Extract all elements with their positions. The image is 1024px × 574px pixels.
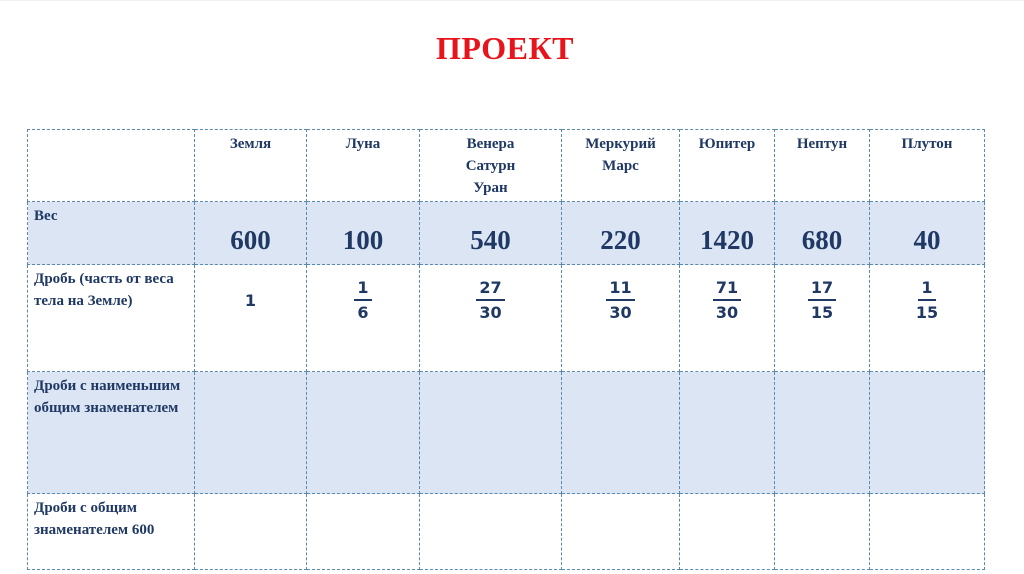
- fraction-denominator: 15: [810, 303, 834, 322]
- header-row: [28, 130, 985, 202]
- empty-cell: [775, 372, 870, 494]
- weight-cell: 100: [307, 202, 420, 265]
- fraction-cell: [870, 265, 985, 372]
- column-header-earth: Земля: [195, 130, 307, 202]
- empty-cell: [420, 372, 562, 494]
- weight-cell: 540: [420, 202, 562, 265]
- row-label-fraction: Дробь (часть от веса тела на Земле): [28, 265, 195, 372]
- fraction-cell: [562, 265, 680, 372]
- fraction-denominator: 15: [915, 303, 939, 322]
- fraction-numerator: 17: [808, 279, 836, 301]
- row-label-denominator-600: Дроби с общим знаменателем 600: [28, 494, 195, 570]
- empty-cell: [562, 494, 680, 570]
- fraction-row: [28, 265, 985, 372]
- fraction: [354, 279, 371, 322]
- project-table: [27, 129, 985, 570]
- empty-cell: [195, 372, 307, 494]
- lcd-row: [28, 372, 985, 494]
- column-header-venus-saturn-uranus: Венера Сатурн Уран: [420, 130, 562, 202]
- fraction-cell: [680, 265, 775, 372]
- denominator-600-row: [28, 494, 985, 570]
- row-label-lcd: Дроби с наименьшим общим знаменателем: [28, 372, 195, 494]
- column-header-jupiter: Юпитер: [680, 130, 775, 202]
- slide-title: ПРОЕКТ: [435, 30, 575, 66]
- column-header-moon: Луна: [307, 130, 420, 202]
- empty-cell: [307, 494, 420, 570]
- fraction-cell: [307, 265, 420, 372]
- fraction: [476, 279, 504, 322]
- empty-cell: [775, 494, 870, 570]
- fraction-cell: [420, 265, 562, 372]
- fraction-cell: [775, 265, 870, 372]
- column-header-mercury-mars: Меркурий Марс: [562, 130, 680, 202]
- fraction-numerator: 1: [354, 279, 371, 301]
- column-header-pluto: Плутон: [870, 130, 985, 202]
- fraction-denominator: 30: [479, 303, 502, 322]
- fraction-whole: 1: [244, 291, 257, 310]
- fraction-numerator: 11: [606, 279, 634, 301]
- weight-cell: 40: [870, 202, 985, 265]
- fraction-cell: [195, 265, 307, 372]
- fraction-denominator: 6: [357, 303, 369, 322]
- weight-cell: 220: [562, 202, 680, 265]
- corner-cell: [28, 130, 195, 202]
- empty-cell: [680, 372, 775, 494]
- empty-cell: [870, 494, 985, 570]
- slide-top-edge: [0, 0, 1024, 7]
- empty-cell: [307, 372, 420, 494]
- fraction-numerator: 27: [476, 279, 504, 301]
- column-header-neptune: Нептун: [775, 130, 870, 202]
- fraction-numerator: 71: [713, 279, 741, 301]
- fraction: [713, 279, 741, 322]
- fraction-denominator: 30: [609, 303, 632, 322]
- weight-row: [28, 202, 985, 265]
- fraction: [808, 279, 836, 322]
- fraction: [913, 279, 941, 322]
- weight-cell: 680: [775, 202, 870, 265]
- weight-cell: 1420: [680, 202, 775, 265]
- row-label-weight: Вес: [28, 202, 195, 265]
- empty-cell: [562, 372, 680, 494]
- fraction-denominator: 30: [715, 303, 739, 322]
- fraction: [606, 279, 634, 322]
- empty-cell: [195, 494, 307, 570]
- empty-cell: [420, 494, 562, 570]
- weight-cell: 600: [195, 202, 307, 265]
- fraction-numerator: 1: [918, 279, 935, 301]
- empty-cell: [680, 494, 775, 570]
- empty-cell: [870, 372, 985, 494]
